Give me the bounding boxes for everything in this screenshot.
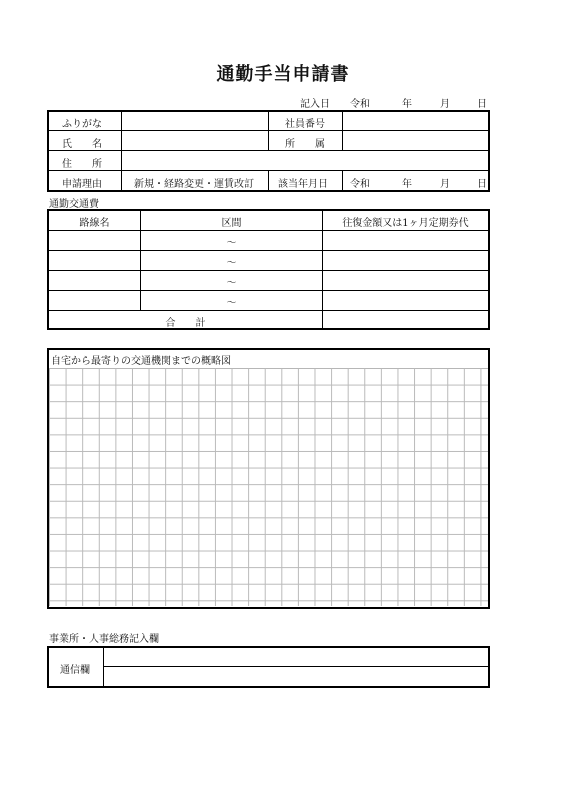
header-route: 路線名 xyxy=(79,218,110,229)
effective-date-era: 令和 xyxy=(350,179,370,190)
entry-date-label: 記入日 xyxy=(300,99,330,110)
effective-date-month: 月 xyxy=(440,179,450,190)
entry-date-day: 日 xyxy=(477,99,487,110)
effective-date-day: 日 xyxy=(477,179,487,190)
address-label: 住 所 xyxy=(62,159,102,170)
office-table xyxy=(47,646,490,688)
reason-options[interactable]: 新規・経路変更・運賃改訂 xyxy=(134,179,254,190)
office-section-title: 事業所・人事総務記入欄 xyxy=(49,634,159,645)
header-section: 区間 xyxy=(221,218,242,229)
furigana-label: ふりがな xyxy=(62,119,102,130)
header-amount: 往復金額又は1ヶ月定期券代 xyxy=(342,218,469,229)
memo-label: 通信欄 xyxy=(60,665,90,676)
entry-date-era: 令和 xyxy=(350,99,370,110)
row-section-separator: ～ xyxy=(226,238,237,249)
map-title: 自宅から最寄りの交通機関までの概略図 xyxy=(51,356,231,367)
map-grid[interactable] xyxy=(49,368,488,606)
row-section-separator: ～ xyxy=(226,258,237,269)
entry-date-year: 年 xyxy=(402,99,412,110)
entry-date-month: 月 xyxy=(440,99,450,110)
name-label: 氏 名 xyxy=(62,139,102,150)
row-section-separator: ～ xyxy=(226,298,237,309)
employee-no-label: 社員番号 xyxy=(285,119,325,130)
form-title: 通勤手当申請書 xyxy=(216,64,350,85)
commute-section-title: 通勤交通費 xyxy=(49,199,99,210)
effective-date-year: 年 xyxy=(402,179,412,190)
department-label: 所 属 xyxy=(285,139,325,150)
total-label: 合 計 xyxy=(165,318,206,329)
reason-label: 申請理由 xyxy=(62,179,102,190)
row-section-separator: ～ xyxy=(226,278,237,289)
effective-date-label: 該当年月日 xyxy=(278,179,328,190)
